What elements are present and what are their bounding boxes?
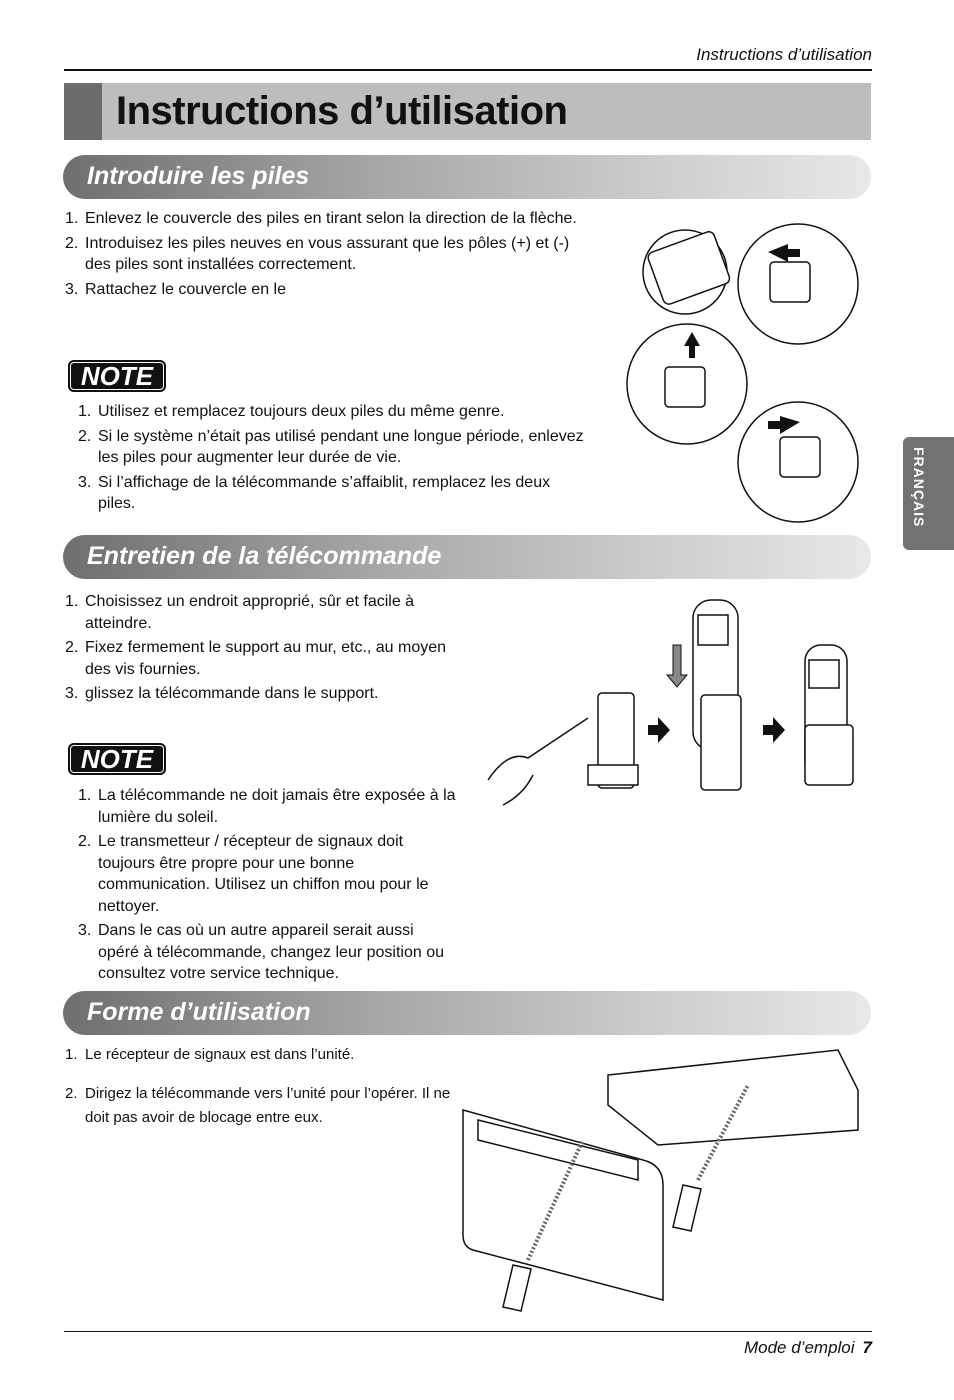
list-item: 2. Si le système n’était pas utilisé pendant une longue période, enlevez les piles pour augmenter leur durée de vie.	[78, 427, 584, 466]
divider	[64, 1331, 872, 1332]
list-item: 1. Le récepteur de signaux est dans l’unité.	[65, 1046, 355, 1063]
section-title: Forme d’utilisation	[87, 998, 311, 1026]
page-title: Instructions d’utilisation	[116, 89, 568, 133]
battery-illustration	[620, 222, 865, 527]
list-item: 1. Enlevez le couvercle des piles en tirant selon la direction de la flèche.	[65, 210, 577, 227]
list-item: 1. Choisissez un endroit approprié, sûr et facile à atteindre.	[65, 593, 415, 632]
steps-list	[65, 1044, 465, 1133]
section-header	[63, 155, 871, 199]
steps-list	[65, 208, 585, 303]
footer-label: Mode d’emploi	[743, 1338, 855, 1357]
list-item: 2. Dirigez la télécommande vers l’unité pour l’opérer. Il ne doit pas avoir de blocage entre eux.	[65, 1084, 451, 1126]
section-title: Introduire les piles	[87, 162, 310, 190]
language-tab: FRANÇAIS	[903, 437, 954, 550]
list-item: 2. Introduisez les piles neuves en vous assurant que les pôles (+) et (-) des piles sont installées correctement.	[65, 234, 570, 273]
remote-holder-illustration	[483, 595, 863, 815]
list-item: 2. Le transmetteur / récepteur de signaux doit toujours être propre pour une bonne communication. Utilisez un chiffon mou pour le nettoyer.	[78, 833, 429, 915]
section-header	[63, 535, 871, 579]
list-item: 3. glissez la télécommande dans le support.	[65, 685, 379, 702]
section-header	[63, 991, 871, 1035]
list-item: 3. Dans le cas où un autre appareil serait aussi opéré à télécommande, changez leur position ou consultez votre service technique.	[78, 922, 444, 982]
footer	[744, 1338, 872, 1358]
notes-list	[78, 785, 456, 988]
note-badge: NOTE	[68, 743, 166, 775]
note-badge: NOTE	[68, 360, 166, 392]
running-header: Instructions d’utilisation	[696, 45, 872, 64]
divider	[64, 69, 872, 71]
list-item: 1. Utilisez et remplacez toujours deux piles du même genre.	[78, 403, 505, 420]
list-item: 3. Si l’affichage de la télécommande s’affaiblit, remplacez les deux piles.	[78, 473, 551, 512]
steps-list	[65, 591, 455, 708]
list-item: 1. La télécommande ne doit jamais être exposée à la lumière du soleil.	[78, 787, 456, 826]
list-item: 3. Rattachez le couvercle en le	[65, 280, 286, 298]
page-number: 7	[862, 1338, 872, 1357]
list-item: 2. Fixez fermement le support au mur, etc., au moyen des vis fournies.	[65, 639, 447, 678]
section-title: Entretien de la télécommande	[87, 542, 442, 570]
title-bar	[64, 83, 871, 140]
indoor-units-illustration	[458, 1045, 863, 1320]
notes-list	[78, 401, 586, 518]
